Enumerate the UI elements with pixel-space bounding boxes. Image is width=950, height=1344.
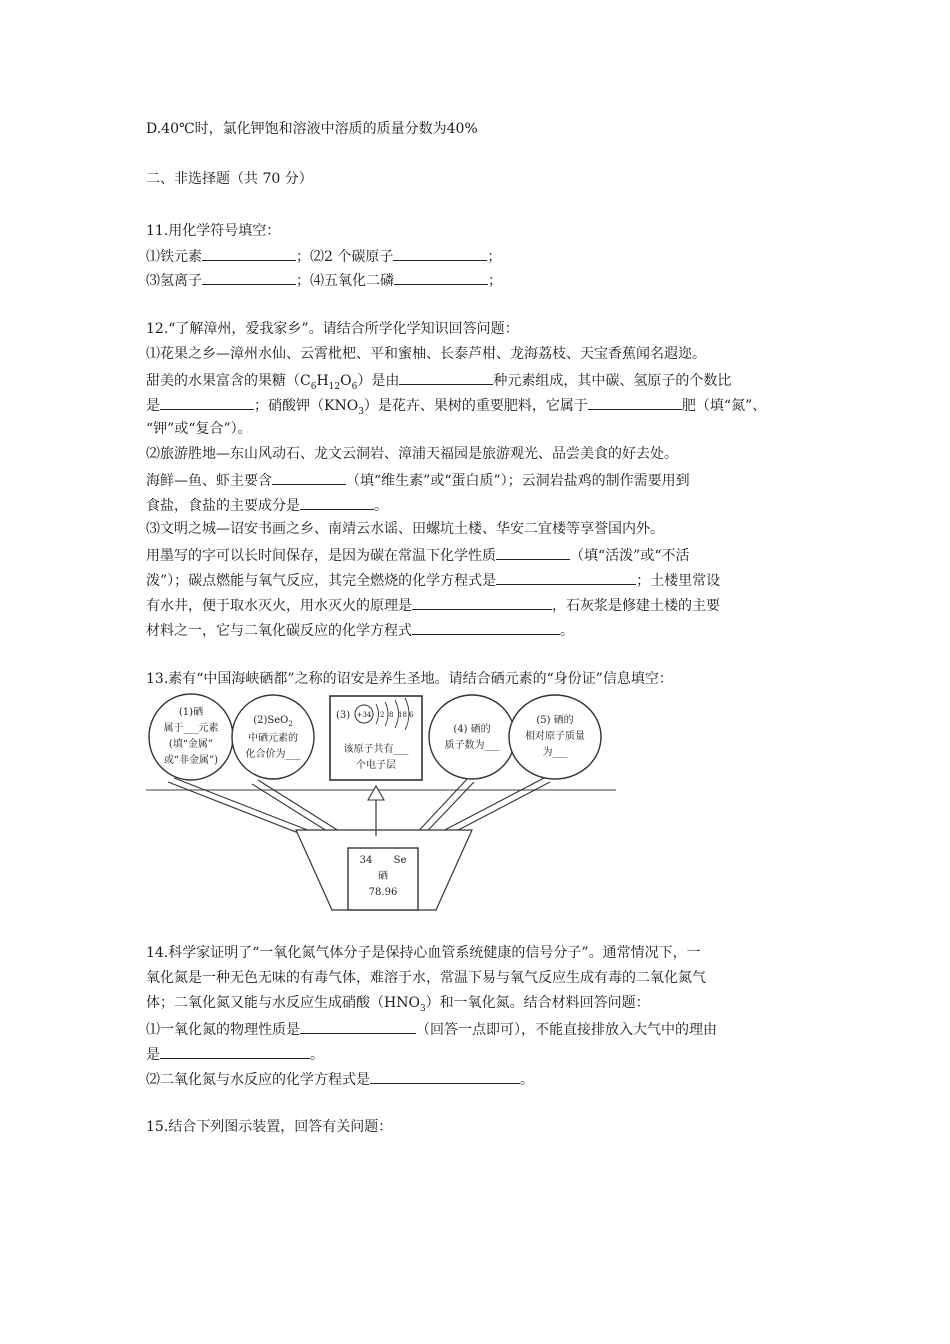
c5-line: 相对原子质量 — [525, 731, 585, 742]
shell-count: 6 — [409, 711, 414, 719]
q11-row1: ⑴铁元素 ；⑵2 个碳原子 ； — [146, 246, 501, 266]
answer-blank[interactable] — [202, 270, 296, 285]
answer-blank[interactable] — [394, 270, 488, 285]
c2-line: 中硒元素的 — [248, 733, 298, 744]
q12-1b: 甜美的水果富含的果糖$(C_6H_{12}O_6)$是由 种元素组成，其中碳、氢原子的个数比 — [146, 370, 731, 396]
answer-blank[interactable] — [300, 495, 374, 510]
q14-a: 14.科学家证明了“一氧化氮气体分子是保持心血管系统健康的信号分子”。通常情况下，一 — [146, 945, 701, 961]
c1-line: (填“金属” — [168, 739, 214, 750]
q11-stem: 11.用化学符号填空： — [146, 223, 281, 239]
q12-stem: 12.“了解漳州，爱我家乡”。请结合所学化学知识回答问题： — [146, 321, 519, 337]
q15-stem: 15.结合下列图示装置，回答有关问题： — [146, 1119, 393, 1135]
c2-line: (2)SeO$_2$ — [253, 715, 293, 728]
box3-line: 该原子共有___ — [343, 744, 409, 755]
q12-3c: 泼”）；碳点燃能与氧气反应，其完全燃烧的化学方程式是 ；土楼里常设 — [146, 570, 720, 590]
q12-3b: 用墨写的字可以长时间保存，是因为碳在常温下化学性质 （填“活泼”或“不活 — [146, 545, 689, 565]
answer-blank[interactable] — [202, 246, 296, 261]
answer-blank[interactable] — [412, 595, 552, 610]
answer-blank[interactable] — [588, 395, 682, 410]
c1-line: (1)硒 — [178, 707, 204, 718]
q13-stem: 13.素有“中国海峡硒都”之称的诏安是养生圣地。请结合硒元素的“身份证”信息填空： — [146, 671, 673, 687]
q14-2: ⑵二氧化氮与水反应的化学方程式是 。 — [146, 1069, 534, 1089]
q12-1c: 是 ；硝酸钾$(KNO_3)$是花卉、果树的重要肥料，它属于 肥（填“氮”、 — [146, 395, 766, 421]
answer-blank[interactable] — [272, 470, 346, 485]
c4-line: 质子数为___ — [444, 740, 500, 751]
q12-2a: ⑵旅游胜地—东山风动石、龙文云洞岩、漳浦天福园是旅游观光、品尝美食的好去处。 — [146, 446, 678, 462]
answer-blank[interactable] — [399, 370, 493, 385]
answer-blank[interactable] — [496, 545, 570, 560]
answer-blank[interactable] — [370, 1069, 520, 1084]
answer-blank[interactable] — [160, 1044, 310, 1059]
answer-blank[interactable] — [412, 620, 560, 635]
c5-line: 为___ — [542, 747, 568, 758]
c1-line: 或“非金属”) — [163, 755, 219, 766]
option-d: D.40℃时，氯化钾饱和溶液中溶质的质量分数为40% — [146, 121, 478, 137]
q14-1b: 是 。 — [146, 1044, 324, 1064]
nucleus-charge: +34 — [356, 711, 372, 719]
q12-1a: ⑴花果之乡—漳州水仙、云霄枇杷、平和蜜柚、长泰芦柑、龙海荔枝、天宝香蕉闻名遐迩。 — [146, 346, 706, 362]
answer-blank[interactable] — [300, 1019, 416, 1034]
q12-3a: ⑶文明之城—诏安书画之乡、南靖云水谣、田螺坑土楼、华安二宜楼等享誉国内外。 — [146, 521, 664, 537]
shell-count: 8 — [389, 711, 394, 719]
element-symbol: Se — [393, 855, 407, 866]
box3-label: (3) — [336, 710, 351, 721]
answer-blank[interactable] — [160, 395, 254, 410]
c4-line: (4) 硒的 — [453, 724, 491, 735]
c1-line: 属于___元素 — [163, 723, 219, 734]
section-heading: 二、非选择题（共 70 分） — [146, 171, 313, 187]
selenium-id-diagram — [146, 690, 616, 915]
q12-3d: 有水井，便于取水灭火，用水灭火的原理是 ，石灰浆是修建土楼的主要 — [146, 595, 720, 615]
q14-b: 氧化氮是一种无色无味的有毒气体，难溶于水，常温下易与氧气反应生成有毒的二氧化氮气 — [146, 970, 706, 986]
q12-1d: “钾”或“复合”）。 — [146, 421, 252, 437]
q12-3e: 材料之一，它与二氧化碳反应的化学方程式 。 — [146, 620, 574, 640]
shell-count: 2 — [380, 711, 385, 719]
atomic-number: 34 — [359, 855, 373, 866]
q14-c: 体；二氧化氮又能与水反应生成硝酸$(HNO_3)$和一氧化氮。结合材料回答问题： — [146, 995, 650, 1014]
atomic-mass: 78.96 — [368, 887, 398, 898]
q14-1: ⑴一氧化氮的物理性质是 （回答一点即可），不能直接排放入大气中的理由 — [146, 1019, 717, 1039]
c5-line: (5) 硒的 — [536, 715, 574, 726]
q11-row2: ⑶氢离子 ；⑷五氧化二磷 ； — [146, 270, 502, 290]
answer-blank[interactable] — [393, 246, 487, 261]
element-name: 硒 — [378, 871, 388, 882]
q12-2c: 食盐，食盐的主要成分是 。 — [146, 495, 388, 515]
box3-line: 个电子层 — [356, 760, 396, 771]
shell-count: 18 — [398, 711, 407, 719]
answer-blank[interactable] — [496, 570, 636, 585]
q12-2b: 海鲜—鱼、虾主要含 （填“维生素”或“蛋白质”）；云洞岩盐鸡的制作需要用到 — [146, 470, 690, 490]
c2-line: 化合价为___ — [245, 749, 301, 760]
